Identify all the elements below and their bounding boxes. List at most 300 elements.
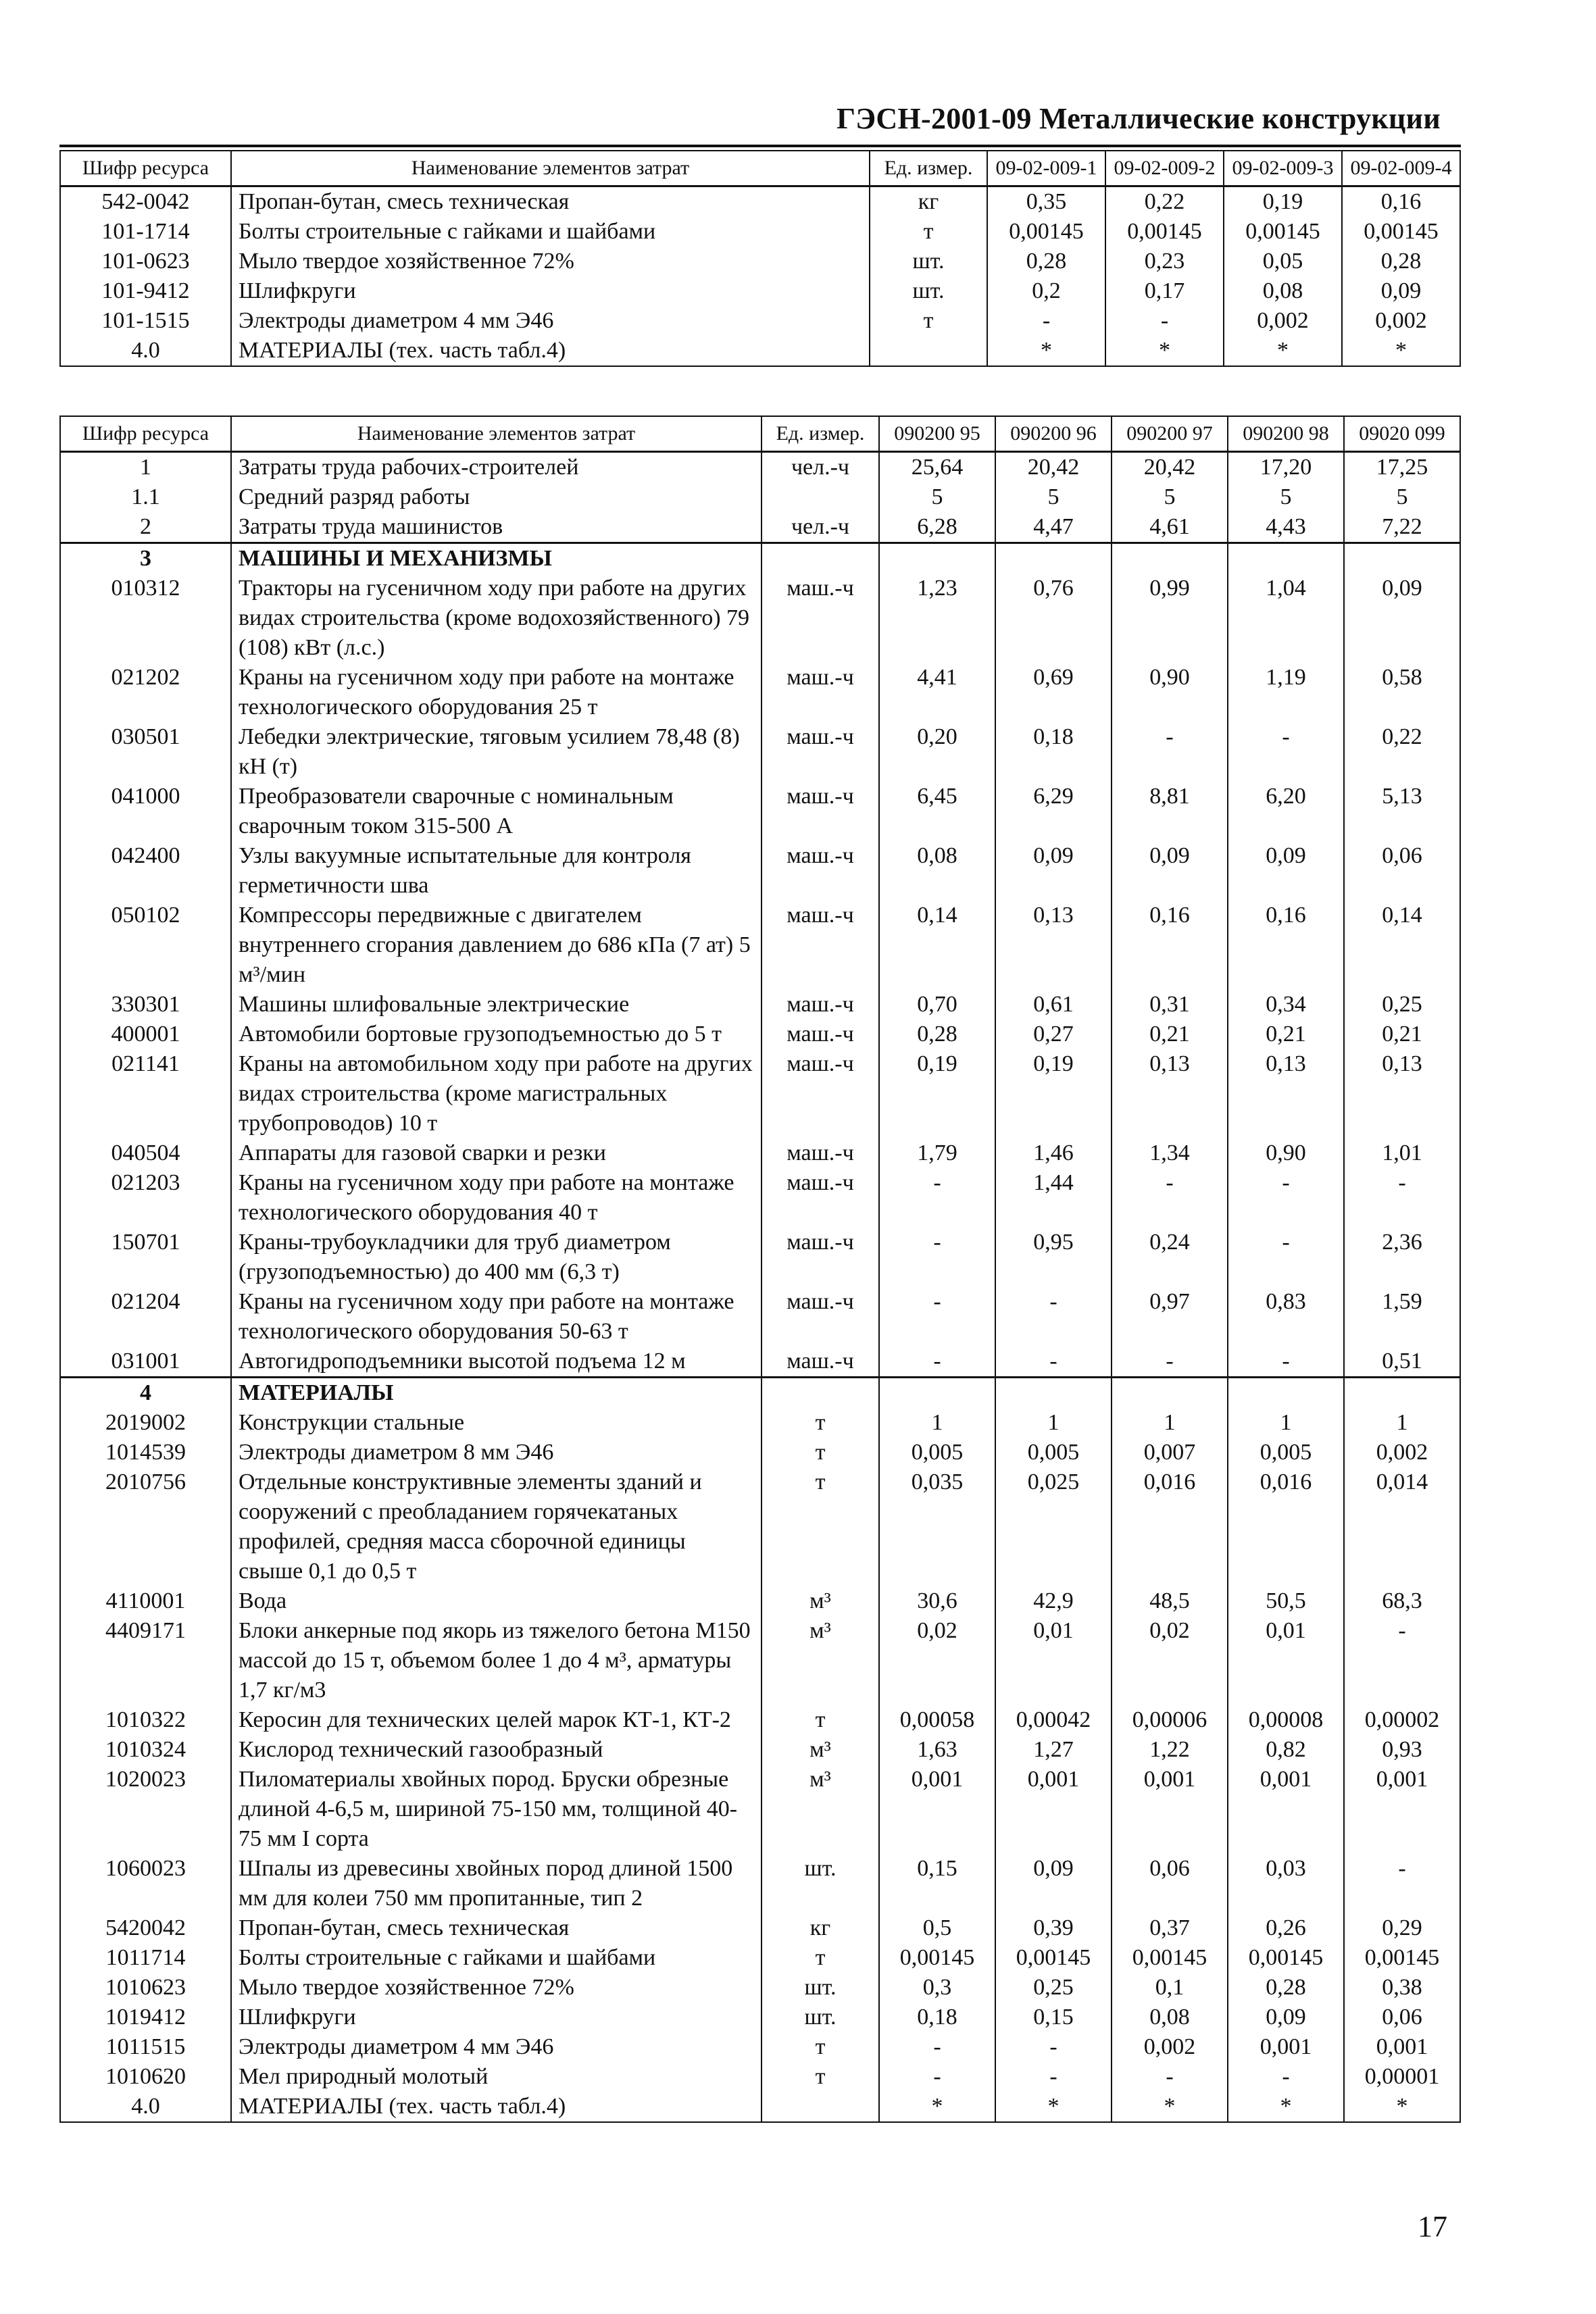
value-cell: 0,00145 xyxy=(995,1943,1112,1973)
value-cell: 1 xyxy=(1112,1408,1228,1438)
value-cell: 0,15 xyxy=(879,1854,995,1913)
value-cell: 0,00145 xyxy=(987,217,1105,247)
value-cell: - xyxy=(879,1168,995,1228)
table-row xyxy=(60,1765,1460,1854)
value-cell xyxy=(879,543,995,574)
value-cell: 0,09 xyxy=(1112,841,1228,901)
unit-cell: маш.-ч xyxy=(762,1228,879,1287)
value-cell: 0,29 xyxy=(1344,1913,1460,1943)
value-cell: 0,19 xyxy=(1224,186,1342,218)
header-col: 090200 98 xyxy=(1228,416,1344,452)
value-cell xyxy=(1112,543,1228,574)
table-row xyxy=(60,1705,1460,1735)
resource-name-cell: Пропан-бутан, смесь техническая xyxy=(231,1913,762,1943)
value-cell: 0,13 xyxy=(995,901,1112,990)
table-row xyxy=(60,2062,1460,2092)
resource-name-cell: МАТЕРИАЛЫ (тех. часть табл.4) xyxy=(231,2092,762,2122)
value-cell: 1,79 xyxy=(879,1138,995,1168)
resource-code-cell: 021203 xyxy=(60,1168,231,1228)
value-cell: 0,83 xyxy=(1228,1287,1344,1347)
value-cell: 0,00145 xyxy=(1344,1943,1460,1973)
unit-cell: т xyxy=(870,306,987,336)
resource-code-cell: 1019412 xyxy=(60,2003,231,2032)
resource-name-cell: Пиломатериалы хвойных пород. Бруски обрезные длиной 4-6,5 м, шириной 75-150 мм, толщиной 40-75 мм I сорта xyxy=(231,1765,762,1854)
resource-name-cell: Компрессоры передвижные с двигателем внутреннего сгорания давлением до 686 кПа (7 ат) 5 м³/мин xyxy=(231,901,762,990)
resource-name-cell: Шлифкруги xyxy=(231,2003,762,2032)
table-row xyxy=(60,512,1460,543)
value-cell: 0,51 xyxy=(1344,1347,1460,1378)
value-cell: 4,47 xyxy=(995,512,1112,543)
value-cell: 0,005 xyxy=(879,1438,995,1467)
value-cell: 0,00006 xyxy=(1112,1705,1228,1735)
unit-cell: маш.-ч xyxy=(762,901,879,990)
value-cell: 0,06 xyxy=(1344,841,1460,901)
value-cell: - xyxy=(1112,2062,1228,2092)
unit-cell: т xyxy=(762,1705,879,1735)
resource-name-cell: Мел природный молотый xyxy=(231,2062,762,2092)
value-cell xyxy=(1228,543,1344,574)
unit-cell: т xyxy=(762,1467,879,1586)
value-cell xyxy=(995,543,1112,574)
value-cell: 0,24 xyxy=(1112,1228,1228,1287)
value-cell: 0,34 xyxy=(1228,990,1344,1020)
resource-code-cell: 1011515 xyxy=(60,2032,231,2062)
resource-name-cell: Конструкции стальные xyxy=(231,1408,762,1438)
resource-name-cell: Автогидроподъемники высотой подъема 12 м xyxy=(231,1347,762,1378)
value-cell: 8,81 xyxy=(1112,782,1228,841)
table-row xyxy=(60,1735,1460,1765)
unit-cell: маш.-ч xyxy=(762,1138,879,1168)
resource-code-cell: 101-9412 xyxy=(60,276,231,306)
value-cell: - xyxy=(1344,1616,1460,1705)
resource-code-cell: 021141 xyxy=(60,1049,231,1138)
value-cell: 0,01 xyxy=(995,1616,1112,1705)
value-cell: - xyxy=(1112,1168,1228,1228)
resource-name-cell: Отдельные конструктивные элементы зданий и сооружений с преобладанием горячекатаных профилей, средняя масса сборочной единицы свыше 0,1 до 0,5 т xyxy=(231,1467,762,1586)
resource-code-cell: 1011714 xyxy=(60,1943,231,1973)
resource-code-cell: 4.0 xyxy=(60,2092,231,2122)
resource-name-cell: Автомобили бортовые грузоподъемностью до 5 т xyxy=(231,1020,762,1049)
table-row xyxy=(60,990,1460,1020)
table-row xyxy=(60,1586,1460,1616)
header-col: 090200 97 xyxy=(1112,416,1228,452)
resource-name-cell: Узлы вакуумные испытательные для контроля герметичности шва xyxy=(231,841,762,901)
resource-code-cell: 1.1 xyxy=(60,482,231,512)
value-cell: 0,97 xyxy=(1112,1287,1228,1347)
value-cell: 0,09 xyxy=(1344,574,1460,663)
header-code: Шифр ресурса xyxy=(60,416,231,452)
resource-name-cell: Затраты труда машинистов xyxy=(231,512,762,543)
value-cell: 0,70 xyxy=(879,990,995,1020)
header-col: 090200 95 xyxy=(879,416,995,452)
value-cell: 0,17 xyxy=(1105,276,1224,306)
resource-code-cell: 2019002 xyxy=(60,1408,231,1438)
value-cell: 1 xyxy=(1344,1408,1460,1438)
resource-name-cell: Мыло твердое хозяйственное 72% xyxy=(231,247,870,276)
unit-cell: кг xyxy=(870,186,987,218)
table-row xyxy=(60,574,1460,663)
resource-name-cell: Пропан-бутан, смесь техническая xyxy=(231,186,870,218)
value-cell: 0,09 xyxy=(1228,841,1344,901)
value-cell: 4,41 xyxy=(879,663,995,722)
value-cell: 0,1 xyxy=(1112,1973,1228,2003)
resource-name-cell: Мыло твердое хозяйственное 72% xyxy=(231,1973,762,2003)
resource-name-cell: Краны на гусеничном ходу при работе на монтаже технологического оборудования 25 т xyxy=(231,663,762,722)
value-cell: 0,002 xyxy=(1344,1438,1460,1467)
table-row xyxy=(60,1408,1460,1438)
value-cell: 0,16 xyxy=(1342,186,1460,218)
value-cell: - xyxy=(879,1287,995,1347)
table-row xyxy=(60,1854,1460,1913)
table-header-row xyxy=(60,151,1460,186)
value-cell: 5 xyxy=(1228,482,1344,512)
value-cell: 6,29 xyxy=(995,782,1112,841)
unit-cell: маш.-ч xyxy=(762,663,879,722)
value-cell: - xyxy=(879,2062,995,2092)
unit-cell: маш.-ч xyxy=(762,990,879,1020)
unit-cell: маш.-ч xyxy=(762,722,879,782)
value-cell: - xyxy=(1228,722,1344,782)
resource-code-cell: 1010620 xyxy=(60,2062,231,2092)
value-cell: - xyxy=(1112,1347,1228,1378)
resource-code-cell: 1010324 xyxy=(60,1735,231,1765)
value-cell: 0,00058 xyxy=(879,1705,995,1735)
value-cell: * xyxy=(879,2092,995,2122)
resource-code-cell: 4 xyxy=(60,1378,231,1409)
resource-name-cell: Краны на гусеничном ходу при работе на монтаже технологического оборудования 50-63 т xyxy=(231,1287,762,1347)
value-cell: 4,61 xyxy=(1112,512,1228,543)
header-unit: Ед. измер. xyxy=(762,416,879,452)
value-cell: 0,28 xyxy=(1342,247,1460,276)
value-cell: * xyxy=(1342,336,1460,366)
value-cell: 1,04 xyxy=(1228,574,1344,663)
value-cell: 68,3 xyxy=(1344,1586,1460,1616)
value-cell: 0,21 xyxy=(1344,1020,1460,1049)
value-cell: - xyxy=(1228,1347,1344,1378)
table-row xyxy=(60,2092,1460,2122)
resource-name-cell: Лебедки электрические, тяговым усилием 78,48 (8) кН (т) xyxy=(231,722,762,782)
value-cell: 0,001 xyxy=(1228,1765,1344,1854)
resource-code-cell: 1010623 xyxy=(60,1973,231,2003)
unit-cell: м³ xyxy=(762,1735,879,1765)
value-cell: - xyxy=(995,2032,1112,2062)
value-cell: 0,14 xyxy=(879,901,995,990)
unit-cell: т xyxy=(762,2062,879,2092)
resource-name-cell: Электроды диаметром 4 мм Э46 xyxy=(231,2032,762,2062)
table-row xyxy=(60,1347,1460,1378)
value-cell: 0,95 xyxy=(995,1228,1112,1287)
resource-name-cell: МАТЕРИАЛЫ xyxy=(231,1378,762,1409)
table-row xyxy=(60,1616,1460,1705)
value-cell: - xyxy=(879,1347,995,1378)
value-cell xyxy=(1228,1378,1344,1409)
table-row xyxy=(60,306,1460,336)
value-cell: 0,001 xyxy=(879,1765,995,1854)
unit-cell: шт. xyxy=(762,2003,879,2032)
value-cell: 0,03 xyxy=(1228,1854,1344,1913)
value-cell: * xyxy=(1224,336,1342,366)
value-cell: 0,06 xyxy=(1112,1854,1228,1913)
resource-code-cell: 150701 xyxy=(60,1228,231,1287)
table-row xyxy=(60,482,1460,512)
value-cell: 0,001 xyxy=(1228,2032,1344,2062)
value-cell: 0,00145 xyxy=(1224,217,1342,247)
table-row xyxy=(60,217,1460,247)
value-cell: - xyxy=(995,1287,1112,1347)
value-cell: 0,31 xyxy=(1112,990,1228,1020)
value-cell: 0,00145 xyxy=(1342,217,1460,247)
value-cell: 0,19 xyxy=(879,1049,995,1138)
value-cell: 5 xyxy=(879,482,995,512)
value-cell: 25,64 xyxy=(879,452,995,483)
resource-code-cell: 1 xyxy=(60,452,231,483)
value-cell: - xyxy=(995,1347,1112,1378)
value-cell: 5 xyxy=(1344,482,1460,512)
table-row xyxy=(60,2003,1460,2032)
table-row xyxy=(60,841,1460,901)
value-cell: 0,13 xyxy=(1228,1049,1344,1138)
unit-cell: м³ xyxy=(762,1765,879,1854)
resource-code-cell: 5420042 xyxy=(60,1913,231,1943)
unit-cell: шт. xyxy=(762,1854,879,1913)
value-cell: 5,13 xyxy=(1344,782,1460,841)
unit-cell: маш.-ч xyxy=(762,1168,879,1228)
resource-code-cell: 040504 xyxy=(60,1138,231,1168)
resource-name-cell: Затраты труда рабочих-строителей xyxy=(231,452,762,483)
value-cell: 0,09 xyxy=(995,1854,1112,1913)
table-row xyxy=(60,1943,1460,1973)
value-cell: 0,28 xyxy=(1228,1973,1344,2003)
resource-code-cell: 2 xyxy=(60,512,231,543)
value-cell: 0,02 xyxy=(1112,1616,1228,1705)
value-cell: 0,02 xyxy=(879,1616,995,1705)
value-cell: 0,15 xyxy=(995,2003,1112,2032)
value-cell xyxy=(995,1378,1112,1409)
value-cell: 0,16 xyxy=(1228,901,1344,990)
value-cell: 0,01 xyxy=(1228,1616,1344,1705)
value-cell: 1,44 xyxy=(995,1168,1112,1228)
resource-code-cell: 101-0623 xyxy=(60,247,231,276)
value-cell: 1,63 xyxy=(879,1735,995,1765)
resource-name-cell: Шпалы из древесины хвойных пород длиной 1500 мм для колеи 750 мм пропитанные, тип 2 xyxy=(231,1854,762,1913)
unit-cell: шт. xyxy=(870,276,987,306)
value-cell: 1,01 xyxy=(1344,1138,1460,1168)
unit-cell: т xyxy=(870,217,987,247)
value-cell xyxy=(1344,1378,1460,1409)
resource-code-cell: 041000 xyxy=(60,782,231,841)
resource-name-cell: МАТЕРИАЛЫ (тех. часть табл.4) xyxy=(231,336,870,366)
resource-code-cell: 1060023 xyxy=(60,1854,231,1913)
unit-cell: маш.-ч xyxy=(762,841,879,901)
value-cell: 0,001 xyxy=(995,1765,1112,1854)
value-cell: - xyxy=(1344,1854,1460,1913)
resource-code-cell: 010312 xyxy=(60,574,231,663)
value-cell: 5 xyxy=(995,482,1112,512)
unit-cell xyxy=(762,2092,879,2122)
value-cell: 0,21 xyxy=(1112,1020,1228,1049)
resource-name-cell: Средний разряд работы xyxy=(231,482,762,512)
value-cell: 0,002 xyxy=(1112,2032,1228,2062)
table-row xyxy=(60,663,1460,722)
unit-cell: м³ xyxy=(762,1616,879,1705)
resource-name-cell: Преобразователи сварочные с номинальным сварочным током 315-500 А xyxy=(231,782,762,841)
value-cell: 1 xyxy=(995,1408,1112,1438)
resource-code-cell: 031001 xyxy=(60,1347,231,1378)
value-cell xyxy=(1112,1378,1228,1409)
value-cell: 0,001 xyxy=(1112,1765,1228,1854)
table-row xyxy=(60,782,1460,841)
value-cell: 0,25 xyxy=(1344,990,1460,1020)
table-row xyxy=(60,1138,1460,1168)
value-cell: 17,25 xyxy=(1344,452,1460,483)
unit-cell xyxy=(762,543,879,574)
unit-cell: маш.-ч xyxy=(762,1049,879,1138)
value-cell: - xyxy=(987,306,1105,336)
value-cell: 0,09 xyxy=(1342,276,1460,306)
resource-code-cell: 030501 xyxy=(60,722,231,782)
header-col: 09020 099 xyxy=(1344,416,1460,452)
unit-cell: маш.-ч xyxy=(762,1347,879,1378)
resource-name-cell: Краны на гусеничном ходу при работе на монтаже технологического оборудования 40 т xyxy=(231,1168,762,1228)
value-cell: - xyxy=(1344,1168,1460,1228)
table-row xyxy=(60,722,1460,782)
unit-cell: чел.-ч xyxy=(762,452,879,483)
value-cell: 0,00145 xyxy=(879,1943,995,1973)
unit-cell: шт. xyxy=(762,1973,879,2003)
value-cell: - xyxy=(1228,1168,1344,1228)
value-cell: 1,22 xyxy=(1112,1735,1228,1765)
value-cell: 0,25 xyxy=(995,1973,1112,2003)
value-cell xyxy=(1344,543,1460,574)
value-cell: 0,35 xyxy=(987,186,1105,218)
value-cell: 0,93 xyxy=(1344,1735,1460,1765)
header-name: Наименование элементов затрат xyxy=(231,151,870,186)
resource-code-cell: 042400 xyxy=(60,841,231,901)
unit-cell: чел.-ч xyxy=(762,512,879,543)
value-cell: 20,42 xyxy=(1112,452,1228,483)
value-cell: 0,5 xyxy=(879,1913,995,1943)
value-cell: 0,002 xyxy=(1224,306,1342,336)
value-cell: 0,22 xyxy=(1105,186,1224,218)
value-cell: * xyxy=(1344,2092,1460,2122)
table-row xyxy=(60,543,1460,574)
value-cell: 6,20 xyxy=(1228,782,1344,841)
resource-code-cell: 050102 xyxy=(60,901,231,990)
resource-name-cell: Блоки анкерные под якорь из тяжелого бетона М150 массой до 15 т, объемом более 1 до 4 м³, арматуры 1,7 кг/м3 xyxy=(231,1616,762,1705)
resource-code-cell: 101-1515 xyxy=(60,306,231,336)
table-row xyxy=(60,1378,1460,1409)
value-cell: 0,58 xyxy=(1344,663,1460,722)
resource-code-cell: 1020023 xyxy=(60,1765,231,1854)
value-cell xyxy=(879,1378,995,1409)
header-rule xyxy=(59,145,1461,147)
value-cell: 6,45 xyxy=(879,782,995,841)
unit-cell: маш.-ч xyxy=(762,574,879,663)
resource-code-cell: 1014539 xyxy=(60,1438,231,1467)
resource-name-cell: Вода xyxy=(231,1586,762,1616)
table-row xyxy=(60,1438,1460,1467)
resource-name-cell: МАШИНЫ И МЕХАНИЗМЫ xyxy=(231,543,762,574)
table-row xyxy=(60,336,1460,366)
value-cell: 1,34 xyxy=(1112,1138,1228,1168)
table-row xyxy=(60,1913,1460,1943)
unit-cell: т xyxy=(762,2032,879,2062)
resource-code-cell: 4110001 xyxy=(60,1586,231,1616)
value-cell: 0,00145 xyxy=(1112,1943,1228,1973)
unit-cell: маш.-ч xyxy=(762,1287,879,1347)
value-cell: 17,20 xyxy=(1228,452,1344,483)
value-cell: 0,00002 xyxy=(1344,1705,1460,1735)
resource-code-cell: 021204 xyxy=(60,1287,231,1347)
resource-name-cell: Кислород технический газообразный xyxy=(231,1735,762,1765)
resource-name-cell: Машины шлифовальные электрические xyxy=(231,990,762,1020)
value-cell: 1,19 xyxy=(1228,663,1344,722)
value-cell: 42,9 xyxy=(995,1586,1112,1616)
value-cell: 0,14 xyxy=(1344,901,1460,990)
table-row xyxy=(60,1020,1460,1049)
value-cell: 0,90 xyxy=(1228,1138,1344,1168)
unit-cell xyxy=(870,336,987,366)
value-cell: - xyxy=(879,1228,995,1287)
unit-cell: маш.-ч xyxy=(762,1020,879,1049)
value-cell: 0,025 xyxy=(995,1467,1112,1586)
value-cell: 30,6 xyxy=(879,1586,995,1616)
resource-name-cell: Краны на автомобильном ходу при работе на других видах строительства (кроме магистральных трубопроводов) 10 т xyxy=(231,1049,762,1138)
value-cell: 7,22 xyxy=(1344,512,1460,543)
value-cell: 0,005 xyxy=(1228,1438,1344,1467)
value-cell: 0,00042 xyxy=(995,1705,1112,1735)
value-cell: 0,014 xyxy=(1344,1467,1460,1586)
value-cell: 0,005 xyxy=(995,1438,1112,1467)
value-cell: 0,09 xyxy=(1228,2003,1344,2032)
value-cell: * xyxy=(1112,2092,1228,2122)
resource-code-cell: 2010756 xyxy=(60,1467,231,1586)
value-cell: 0,37 xyxy=(1112,1913,1228,1943)
value-cell: 1 xyxy=(879,1408,995,1438)
value-cell: - xyxy=(1228,2062,1344,2092)
table-row xyxy=(60,1049,1460,1138)
value-cell: * xyxy=(1105,336,1224,366)
value-cell: 0,08 xyxy=(1224,276,1342,306)
table-row xyxy=(60,452,1460,483)
unit-cell: т xyxy=(762,1943,879,1973)
table-row xyxy=(60,1973,1460,2003)
resource-code-cell: 4409171 xyxy=(60,1616,231,1705)
value-cell: 0,18 xyxy=(995,722,1112,782)
value-cell: 0,38 xyxy=(1344,1973,1460,2003)
value-cell: 48,5 xyxy=(1112,1586,1228,1616)
unit-cell: т xyxy=(762,1438,879,1467)
value-cell: 0,27 xyxy=(995,1020,1112,1049)
value-cell: 0,76 xyxy=(995,574,1112,663)
resource-code-cell: 021202 xyxy=(60,663,231,722)
value-cell: 0,016 xyxy=(1228,1467,1344,1586)
unit-cell: м³ xyxy=(762,1586,879,1616)
resource-name-cell: Аппараты для газовой сварки и резки xyxy=(231,1138,762,1168)
table-row xyxy=(60,247,1460,276)
header-col: 09-02-009-1 xyxy=(987,151,1105,186)
value-cell: 1,27 xyxy=(995,1735,1112,1765)
value-cell: - xyxy=(1228,1228,1344,1287)
value-cell: - xyxy=(1105,306,1224,336)
resource-code-cell: 330301 xyxy=(60,990,231,1020)
value-cell: 0,09 xyxy=(995,841,1112,901)
resource-code-cell: 4.0 xyxy=(60,336,231,366)
value-cell: 6,28 xyxy=(879,512,995,543)
table-row xyxy=(60,1228,1460,1287)
table-row xyxy=(60,276,1460,306)
value-cell: 2,36 xyxy=(1344,1228,1460,1287)
